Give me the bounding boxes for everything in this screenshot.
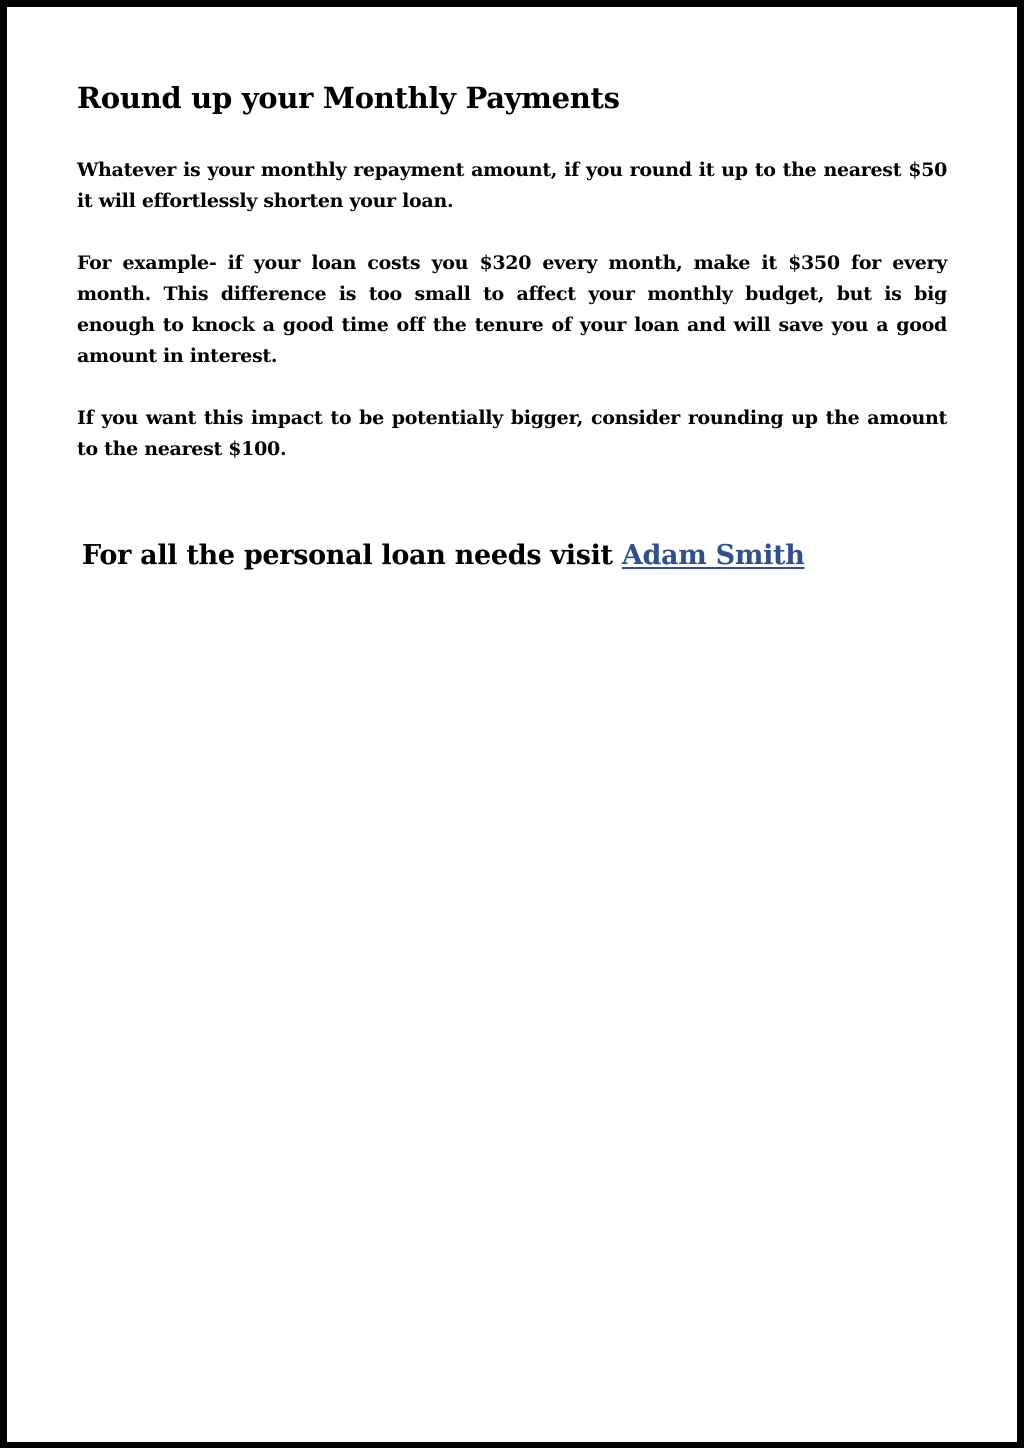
page-title: Round up your Monthly Payments bbox=[77, 81, 620, 115]
paragraph-round-to-50: Whatever is your monthly repayment amount, if you round it up to the nearest $50 it will effortlessly shorten your loan. bbox=[77, 159, 947, 212]
paragraph-round-to-100: If you want this impact to be potentially bigger, consider rounding up the amount to the nearest $100. bbox=[77, 407, 947, 460]
document-page bbox=[7, 7, 1017, 1442]
call-to-action bbox=[82, 536, 947, 576]
adam-smith-link[interactable]: Adam Smith bbox=[621, 540, 805, 571]
paragraph-example: For example- if your loan costs you $320 every month, make it $350 for every month. This difference is too small to affect your monthly budget, but is big enough to knock a good time off the tenure of your loan and will save you a good amount in interest. bbox=[77, 252, 947, 367]
document-content bbox=[77, 73, 947, 576]
call-to-action-text: For all the personal loan needs visit bbox=[82, 540, 622, 571]
